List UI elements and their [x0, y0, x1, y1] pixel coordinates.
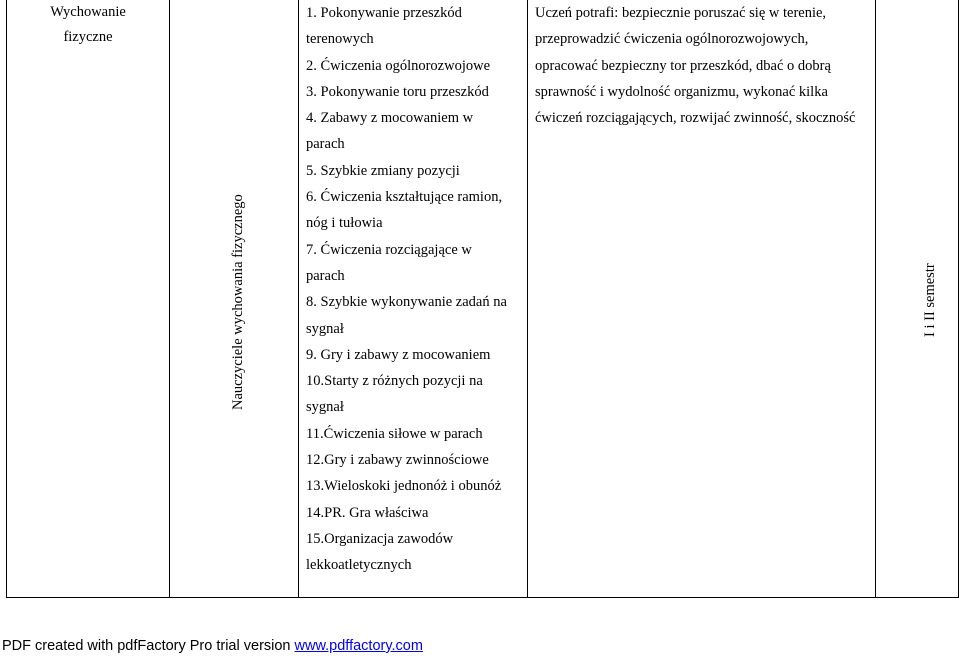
list-item: 15.Organizacja zawodów: [306, 530, 454, 547]
subject-line: Wychowanie: [50, 4, 126, 20]
list-item: parach: [306, 267, 345, 284]
outcome-line: opracować bezpieczny tor przeszkód, dbać o dobrą: [535, 57, 831, 74]
pdf-footer: [2, 638, 423, 654]
outcome-line: sprawność i wydolność organizmu, wykonać kilka: [535, 83, 828, 100]
column-divider: [169, 0, 170, 598]
column-divider: [527, 0, 528, 598]
list-item: lekkoatletycznych: [306, 557, 412, 574]
subject-line: fizyczne: [63, 29, 113, 45]
outcome-line: Uczeń potrafi: bezpiecznie poruszać się w terenie,: [535, 5, 827, 21]
outcome-line: ćwiczeń rozciągających, rozwijać zwinność, skoczność: [535, 110, 856, 127]
list-item: 13.Wieloskoki jednonóż i obunóż: [306, 478, 502, 495]
column-divider: [875, 0, 876, 598]
subject-cell: [7, 0, 169, 50]
list-item: nóg i tułowia: [306, 215, 383, 232]
teacher-label: Nauczyciele wychowania fizycznego: [230, 194, 246, 410]
footer-link[interactable]: www.pdffactory.com: [294, 638, 423, 654]
list-item: 2. Ćwiczenia ogólnorozwojowe: [306, 57, 491, 74]
list-item: 10.Starty z różnych pozycji na: [306, 373, 483, 390]
list-item: 8. Szybkie wykonywanie zadań na: [306, 294, 507, 311]
list-item: 9. Gry i zabawy z mocowaniem: [306, 346, 491, 363]
list-item: sygnał: [306, 320, 344, 337]
outcomes-cell: [535, 0, 865, 131]
topics-list: [306, 0, 521, 579]
outcome-line: przeprowadzić ćwiczenia ogólnorozwojowych,: [535, 31, 809, 48]
list-item: 11.Ćwiczenia siłowe w parach: [306, 425, 483, 442]
list-item: terenowych: [306, 31, 374, 48]
list-item: 7. Ćwiczenia rozciągające w: [306, 241, 472, 258]
footer-text: PDF created with pdfFactory Pro trial version: [2, 638, 295, 654]
list-item: parach: [306, 136, 345, 153]
list-item: 14.PR. Gra właściwa: [306, 504, 429, 521]
list-item: 5. Szybkie zmiany pozycji: [306, 162, 460, 179]
list-item: 3. Pokonywanie toru przeszkód: [306, 83, 489, 100]
column-divider: [298, 0, 299, 598]
list-item: 1. Pokonywanie przeszkód: [306, 5, 462, 21]
list-item: sygnał: [306, 399, 344, 416]
list-item: 4. Zabawy z mocowaniem w: [306, 110, 474, 127]
list-item: 6. Ćwiczenia kształtujące ramion,: [306, 189, 503, 206]
list-item: 12.Gry i zabawy zwinnościowe: [306, 452, 489, 469]
semester-label: I i II semestr: [922, 263, 938, 337]
